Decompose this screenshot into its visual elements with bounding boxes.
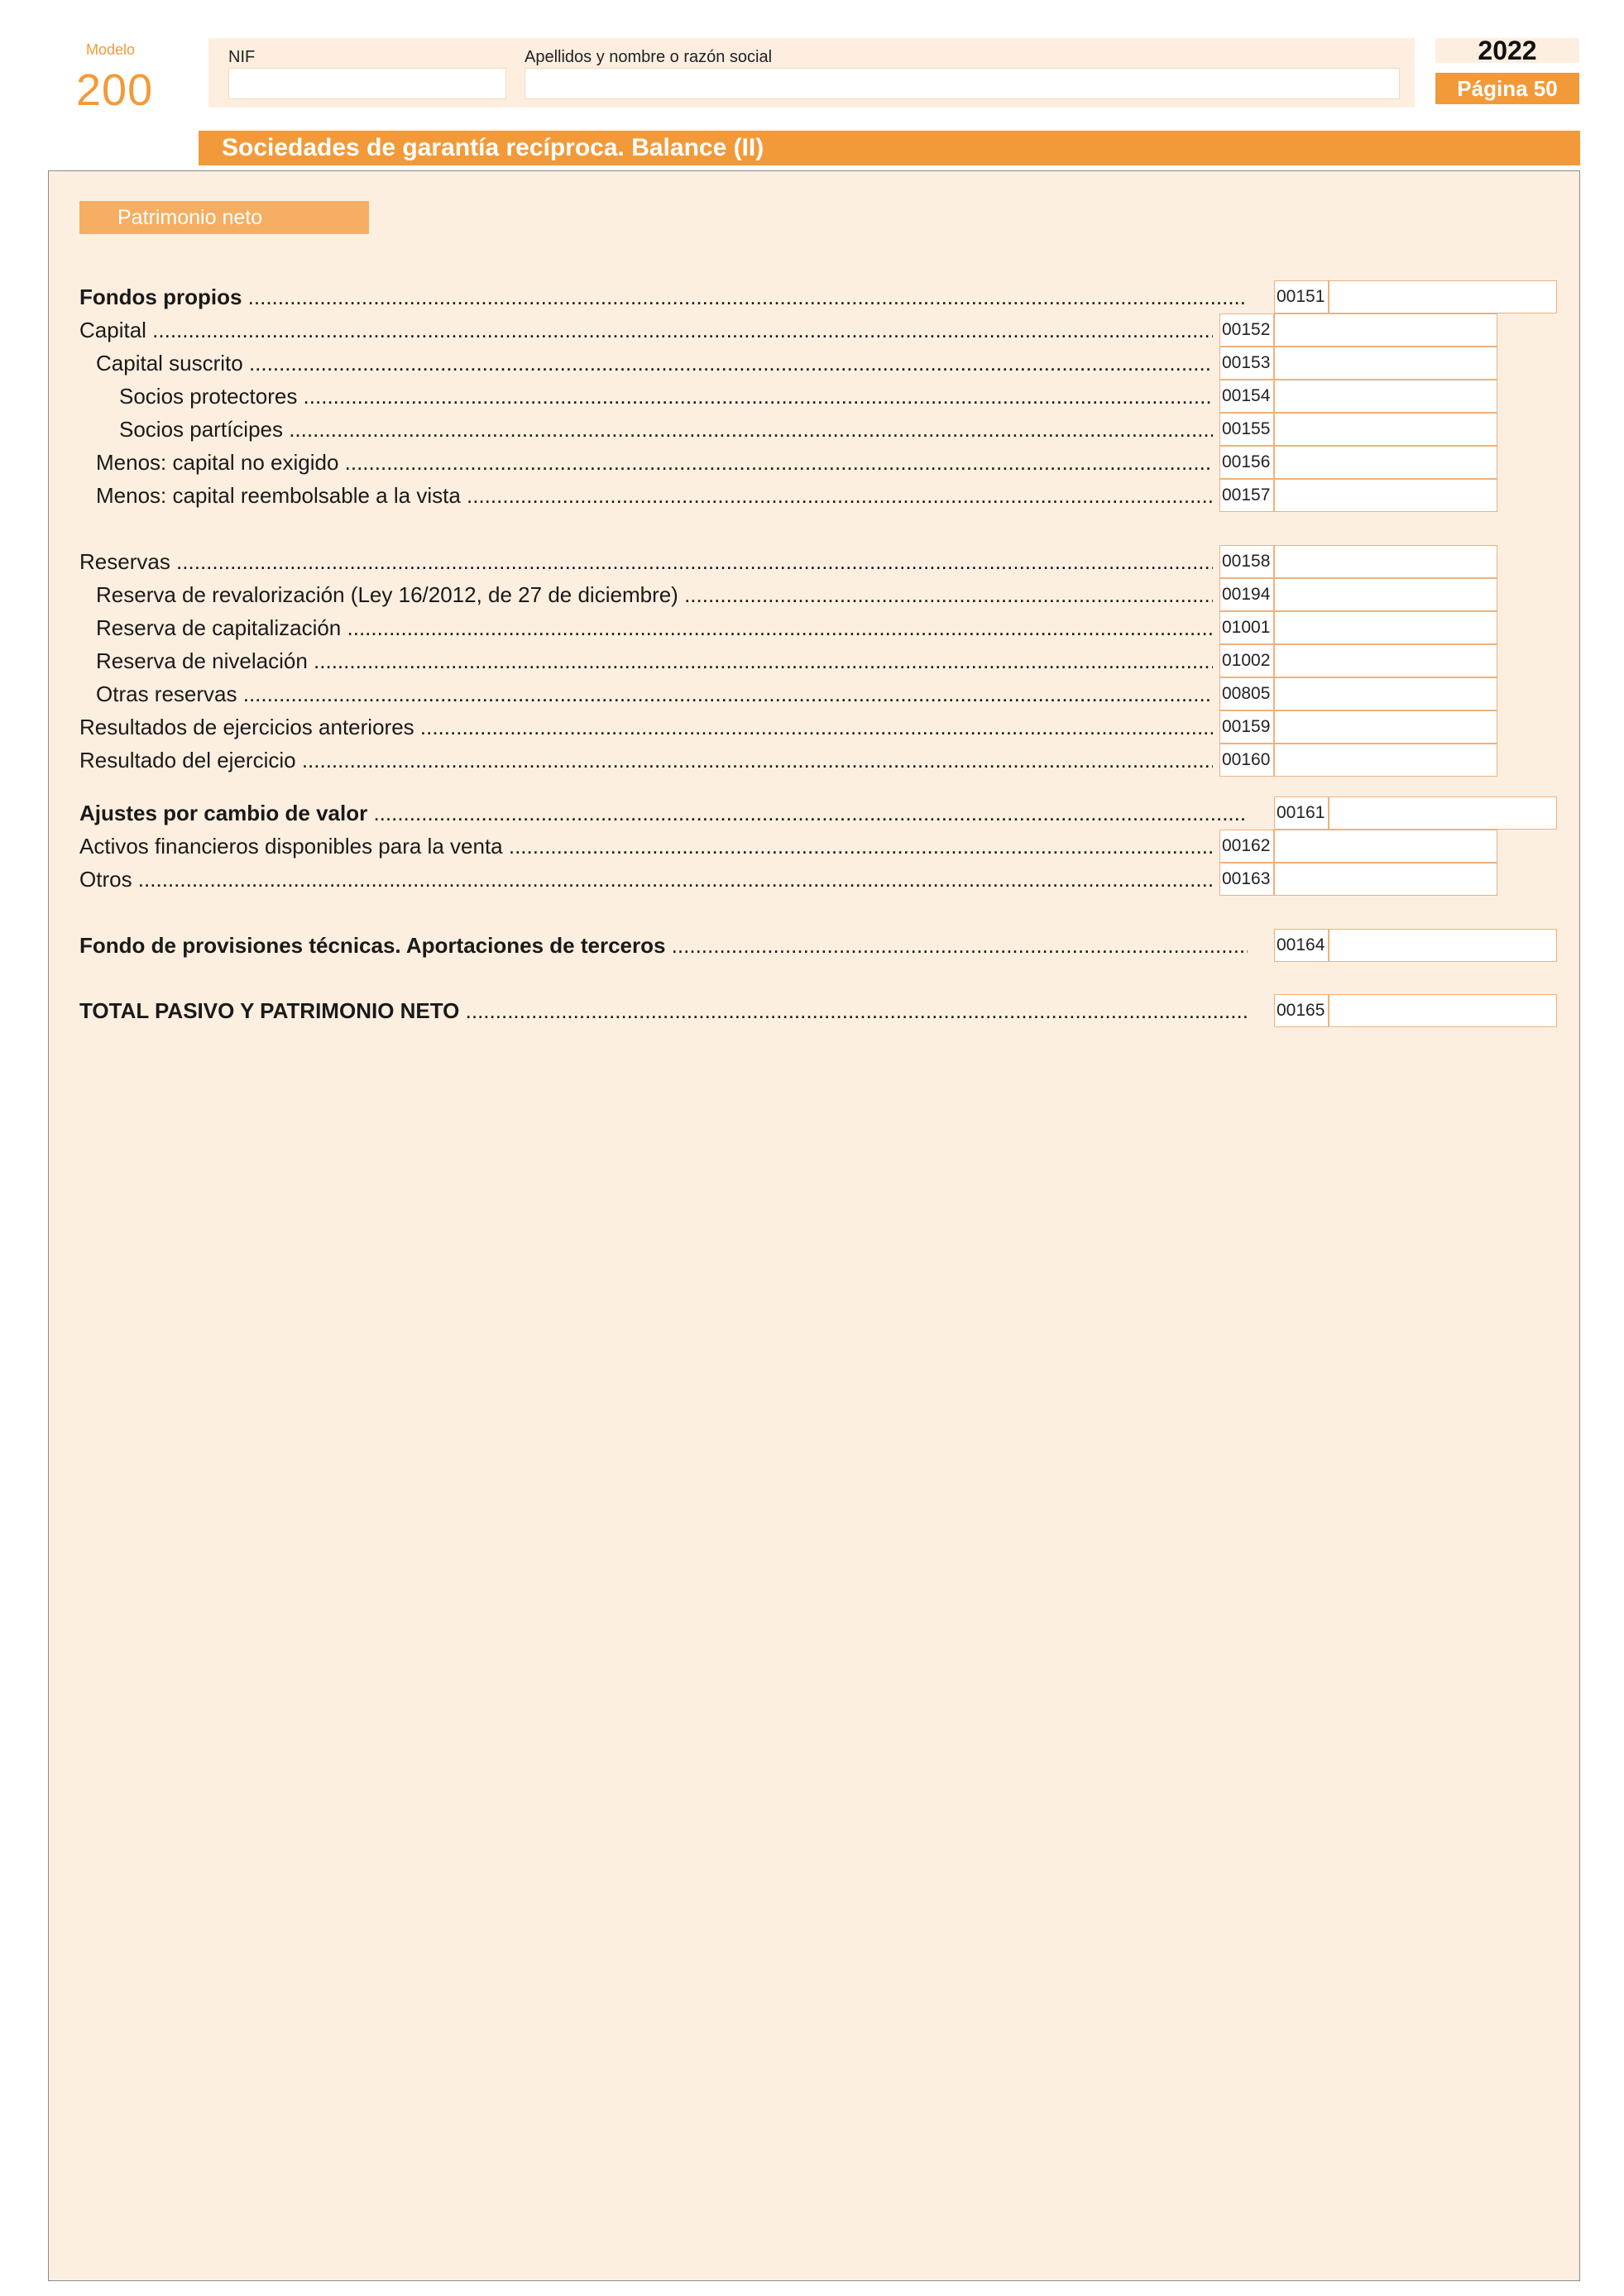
field-code: 00163 (1219, 863, 1274, 896)
nif-field[interactable] (228, 68, 506, 99)
amount-field[interactable] (1329, 994, 1557, 1027)
row-label: Activos financieros disponibles para la venta ..... (79, 830, 1213, 863)
name-label: Apellidos y nombre o razón social (525, 48, 773, 66)
row-fondos-propios (79, 280, 1565, 313)
row-capital-reembolsable (79, 479, 1502, 512)
field-code: 00194 (1219, 578, 1274, 611)
amount-field[interactable] (1274, 863, 1497, 896)
row-otros (79, 863, 1502, 896)
field-code: 00156 (1219, 446, 1274, 479)
field-code: 00165 (1274, 994, 1329, 1027)
row-label: Socios protectores ..... (119, 380, 1213, 413)
name-field[interactable] (525, 68, 1400, 99)
row-label: Fondos propios ..... (79, 280, 1248, 313)
field-code: 00161 (1274, 796, 1329, 830)
amount-field[interactable] (1274, 313, 1497, 347)
row-label: Otras reservas ..... (96, 677, 1213, 710)
row-socios-participes (79, 413, 1502, 446)
form-title: Sociedades de garantía recíproca. Balance (II) (199, 131, 1580, 165)
row-ajustes-cambio-valor (79, 796, 1565, 830)
row-label: Reserva de capitalización ..... (96, 611, 1213, 644)
row-reserva-revalorizacion (79, 578, 1502, 611)
row-label: Ajustes por cambio de valor ..... (79, 796, 1248, 830)
row-otras-reservas (79, 677, 1502, 710)
year-badge: 2022 (1435, 38, 1579, 63)
amount-field[interactable] (1274, 611, 1497, 644)
amount-field[interactable] (1274, 578, 1497, 611)
field-code: 00158 (1219, 545, 1274, 578)
field-code: 00160 (1219, 744, 1274, 777)
section-tab-patrimonio-neto: Patrimonio neto (79, 201, 369, 234)
row-reserva-nivelacion (79, 644, 1502, 677)
field-code: 00151 (1274, 280, 1329, 313)
row-label: Reserva de nivelación ..... (96, 644, 1213, 677)
row-label: Reserva de revalorización (Ley 16/2012, de 27 de diciembre) ..... (96, 578, 1213, 611)
field-code: 00805 (1219, 677, 1274, 710)
row-label: TOTAL PASIVO Y PATRIMONIO NETO ..... (79, 994, 1248, 1027)
field-code: 00164 (1274, 929, 1329, 962)
amount-field[interactable] (1274, 347, 1497, 380)
field-code: 00152 (1219, 313, 1274, 347)
amount-field[interactable] (1274, 644, 1497, 677)
row-capital-no-exigido (79, 446, 1502, 479)
row-label: Otros ..... (79, 863, 1213, 896)
row-label: Capital ..... (79, 313, 1213, 347)
nif-label: NIF (228, 48, 256, 66)
field-code: 01002 (1219, 644, 1274, 677)
row-resultado-ejercicio (79, 744, 1502, 777)
row-label: Menos: capital no exigido ..... (96, 446, 1213, 479)
field-code: 00153 (1219, 347, 1274, 380)
field-code: 01001 (1219, 611, 1274, 644)
row-label: Menos: capital reembolsable a la vista ..... (96, 479, 1213, 512)
page-badge: Página 50 (1435, 73, 1579, 104)
modelo-label: Modelo (86, 41, 136, 58)
amount-field[interactable] (1274, 710, 1497, 744)
row-socios-protectores (79, 380, 1502, 413)
amount-field[interactable] (1329, 796, 1557, 830)
amount-field[interactable] (1274, 677, 1497, 710)
amount-field[interactable] (1274, 380, 1497, 413)
amount-field[interactable] (1274, 545, 1497, 578)
row-reserva-capitalizacion (79, 611, 1502, 644)
field-code: 00157 (1219, 479, 1274, 512)
amount-field[interactable] (1274, 413, 1497, 446)
row-activos-financieros (79, 830, 1502, 863)
amount-field[interactable] (1329, 280, 1557, 313)
row-fondo-provisiones (79, 929, 1565, 962)
row-label: Resultados de ejercicios anteriores ..... (79, 710, 1213, 744)
row-reservas (79, 545, 1502, 578)
row-capital (79, 313, 1502, 347)
field-code: 00154 (1219, 380, 1274, 413)
row-label: Resultado del ejercicio ..... (79, 744, 1213, 777)
field-code: 00162 (1219, 830, 1274, 863)
amount-field[interactable] (1329, 929, 1557, 962)
row-label: Fondo de provisiones técnicas. Aportaciones de terceros ..... (79, 929, 1248, 962)
modelo-number: 200 (76, 65, 154, 115)
row-label: Socios partícipes ..... (119, 413, 1213, 446)
amount-field[interactable] (1274, 744, 1497, 777)
row-resultados-anteriores (79, 710, 1502, 744)
row-label: Reservas ..... (79, 545, 1213, 578)
amount-field[interactable] (1274, 830, 1497, 863)
row-label: Capital suscrito ..... (96, 347, 1213, 380)
row-capital-suscrito (79, 347, 1502, 380)
amount-field[interactable] (1274, 479, 1497, 512)
row-total-pasivo (79, 994, 1565, 1027)
field-code: 00155 (1219, 413, 1274, 446)
field-code: 00159 (1219, 710, 1274, 744)
amount-field[interactable] (1274, 446, 1497, 479)
